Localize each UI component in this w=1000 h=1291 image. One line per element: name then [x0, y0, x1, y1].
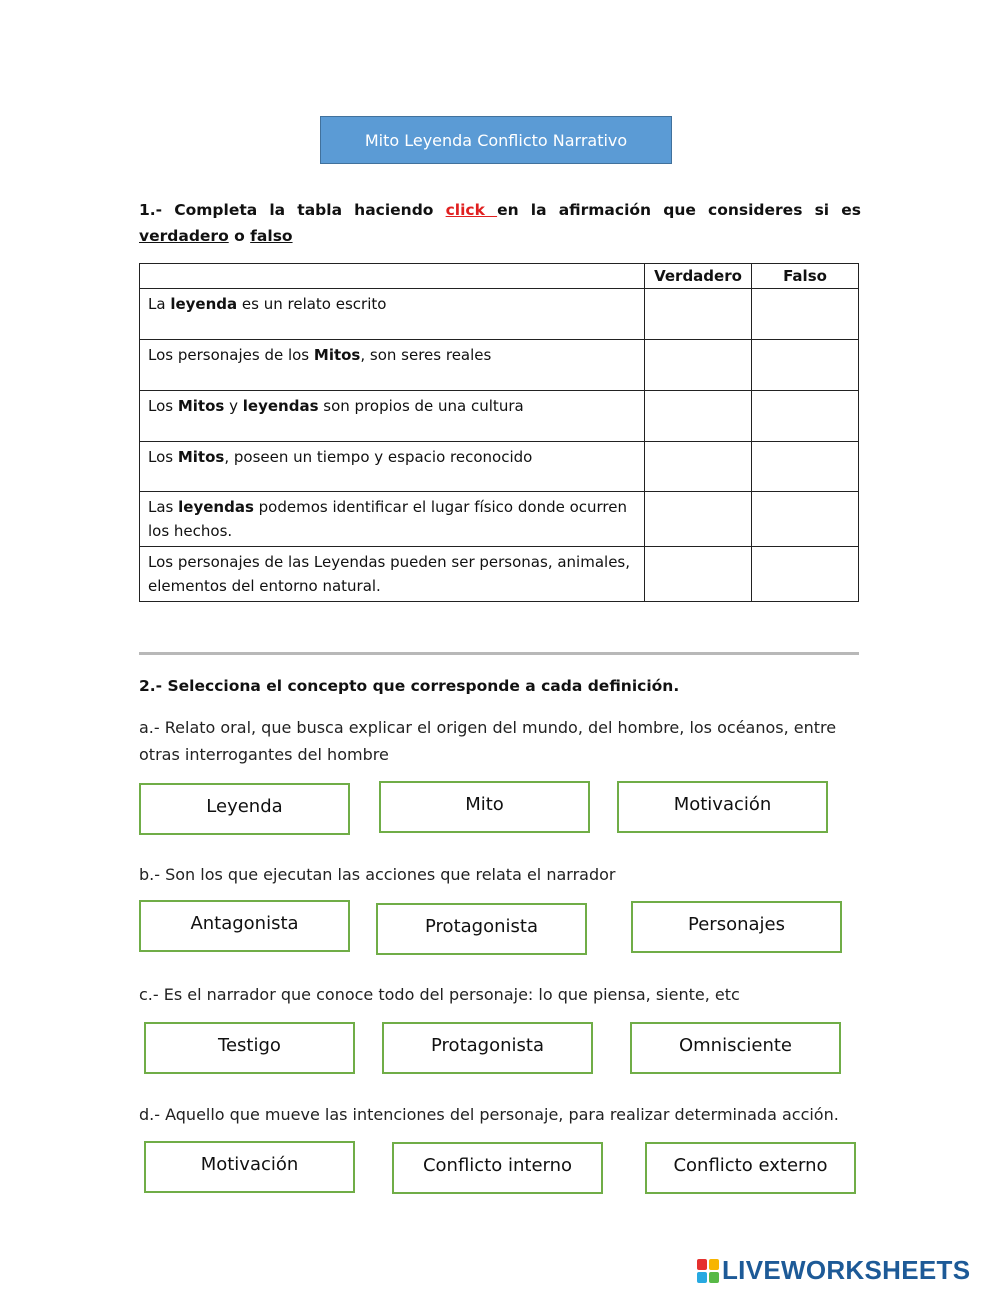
- logo-square-green: [709, 1272, 719, 1283]
- option-a-2[interactable]: Mito: [379, 781, 590, 833]
- answer-cell-false[interactable]: [752, 492, 859, 547]
- worksheet-title: Mito Leyenda Conflicto Narrativo: [320, 116, 672, 164]
- brand-name: LIVEWORKSHEETS: [722, 1255, 971, 1285]
- option-d-2[interactable]: Conflicto interno: [392, 1142, 603, 1194]
- prompt-c: c.- Es el narrador que conoce todo del personaje: lo que piensa, siente, etc: [139, 985, 740, 1004]
- table-row: [140, 340, 859, 391]
- answer-cell-true[interactable]: [645, 289, 752, 340]
- statement-text: podemos identificar el lugar físico donde ocurren los hechos.: [148, 498, 627, 540]
- statement-cell: [140, 492, 645, 547]
- table-row: [140, 547, 859, 602]
- answer-cell-true[interactable]: [645, 442, 752, 492]
- click-word: click: [445, 201, 498, 219]
- prompt-a: a.- Relato oral, que busca explicar el origen del mundo, del hombre, los océanos, entre otras interrogantes del hombre: [139, 718, 837, 764]
- statement-text: son propios de una cultura: [318, 397, 524, 415]
- bold-term: leyenda: [170, 295, 238, 313]
- bold-term: leyendas: [178, 498, 254, 516]
- table-header-row: [140, 264, 859, 289]
- logo-square-yellow: [709, 1259, 719, 1270]
- answer-cell-false[interactable]: [752, 340, 859, 391]
- statement-cell: [140, 289, 645, 340]
- bold-term: Mitos: [177, 448, 225, 466]
- false-word: falso: [250, 227, 293, 245]
- option-d-3[interactable]: Conflicto externo: [645, 1142, 856, 1194]
- question-2-heading: 2.- Selecciona el concepto que corresponde a cada definición.: [139, 677, 680, 695]
- option-a-3[interactable]: Motivación: [617, 781, 828, 833]
- prompt-b: b.- Son los que ejecutan las acciones que relata el narrador: [139, 865, 616, 884]
- statement-text: Los: [148, 448, 178, 466]
- bold-term: Mitos: [313, 346, 361, 364]
- statement-text: es un relato escrito: [237, 295, 387, 313]
- option-b-1[interactable]: Antagonista: [139, 900, 350, 952]
- option-b-2[interactable]: Protagonista: [376, 903, 587, 955]
- section-divider: [139, 652, 859, 655]
- header-statement: [140, 264, 645, 289]
- table-row: [140, 391, 859, 442]
- liveworksheets-icon: [697, 1259, 719, 1283]
- option-b-3[interactable]: Personajes: [631, 901, 842, 953]
- logo-square-red: [697, 1259, 707, 1270]
- statement-text: Los: [148, 397, 178, 415]
- bold-term: Mitos: [177, 397, 225, 415]
- answer-cell-true[interactable]: [645, 492, 752, 547]
- question-1-instruction: 1.- Completa la tabla haciendo click en la afirmación que consideres si es verdadero o falso: [139, 201, 861, 245]
- logo-square-blue: [697, 1272, 707, 1283]
- true-false-table: [139, 263, 859, 602]
- true-word: verdadero: [139, 227, 229, 245]
- table-row: [140, 492, 859, 547]
- statement-cell: [140, 442, 645, 492]
- statement-text: , poseen un tiempo y espacio reconocido: [224, 448, 533, 466]
- statement-text: y: [224, 397, 243, 415]
- liveworksheets-logo: [697, 1255, 970, 1286]
- statement-text: Los personajes de las Leyendas pueden ser personas, animales, elementos del entorno natural.: [148, 553, 630, 595]
- answer-cell-true[interactable]: [645, 340, 752, 391]
- statement-cell: [140, 391, 645, 442]
- option-d-1[interactable]: Motivación: [144, 1141, 355, 1193]
- option-c-1[interactable]: Testigo: [144, 1022, 355, 1074]
- prompt-d: d.- Aquello que mueve las intenciones del personaje, para realizar determinada acción.: [139, 1105, 839, 1124]
- answer-cell-false[interactable]: [752, 289, 859, 340]
- statement-text: Los personajes de los: [148, 346, 314, 364]
- option-c-2[interactable]: Protagonista: [382, 1022, 593, 1074]
- table-row: [140, 289, 859, 340]
- statement-cell: [140, 547, 645, 602]
- answer-cell-true[interactable]: [645, 547, 752, 602]
- statement-text: Las: [148, 498, 179, 516]
- option-a-1[interactable]: Leyenda: [139, 783, 350, 835]
- bold-term: leyendas: [242, 397, 319, 415]
- table-row: [140, 442, 859, 492]
- statement-text: La: [148, 295, 171, 313]
- answer-cell-false[interactable]: [752, 547, 859, 602]
- answer-cell-false[interactable]: [752, 391, 859, 442]
- answer-cell-false[interactable]: [752, 442, 859, 492]
- option-c-3[interactable]: Omnisciente: [630, 1022, 841, 1074]
- answer-cell-true[interactable]: [645, 391, 752, 442]
- statement-text: , son seres reales: [360, 346, 492, 364]
- header-false: Falso: [752, 264, 859, 289]
- statement-cell: [140, 340, 645, 391]
- header-true: Verdadero: [645, 264, 752, 289]
